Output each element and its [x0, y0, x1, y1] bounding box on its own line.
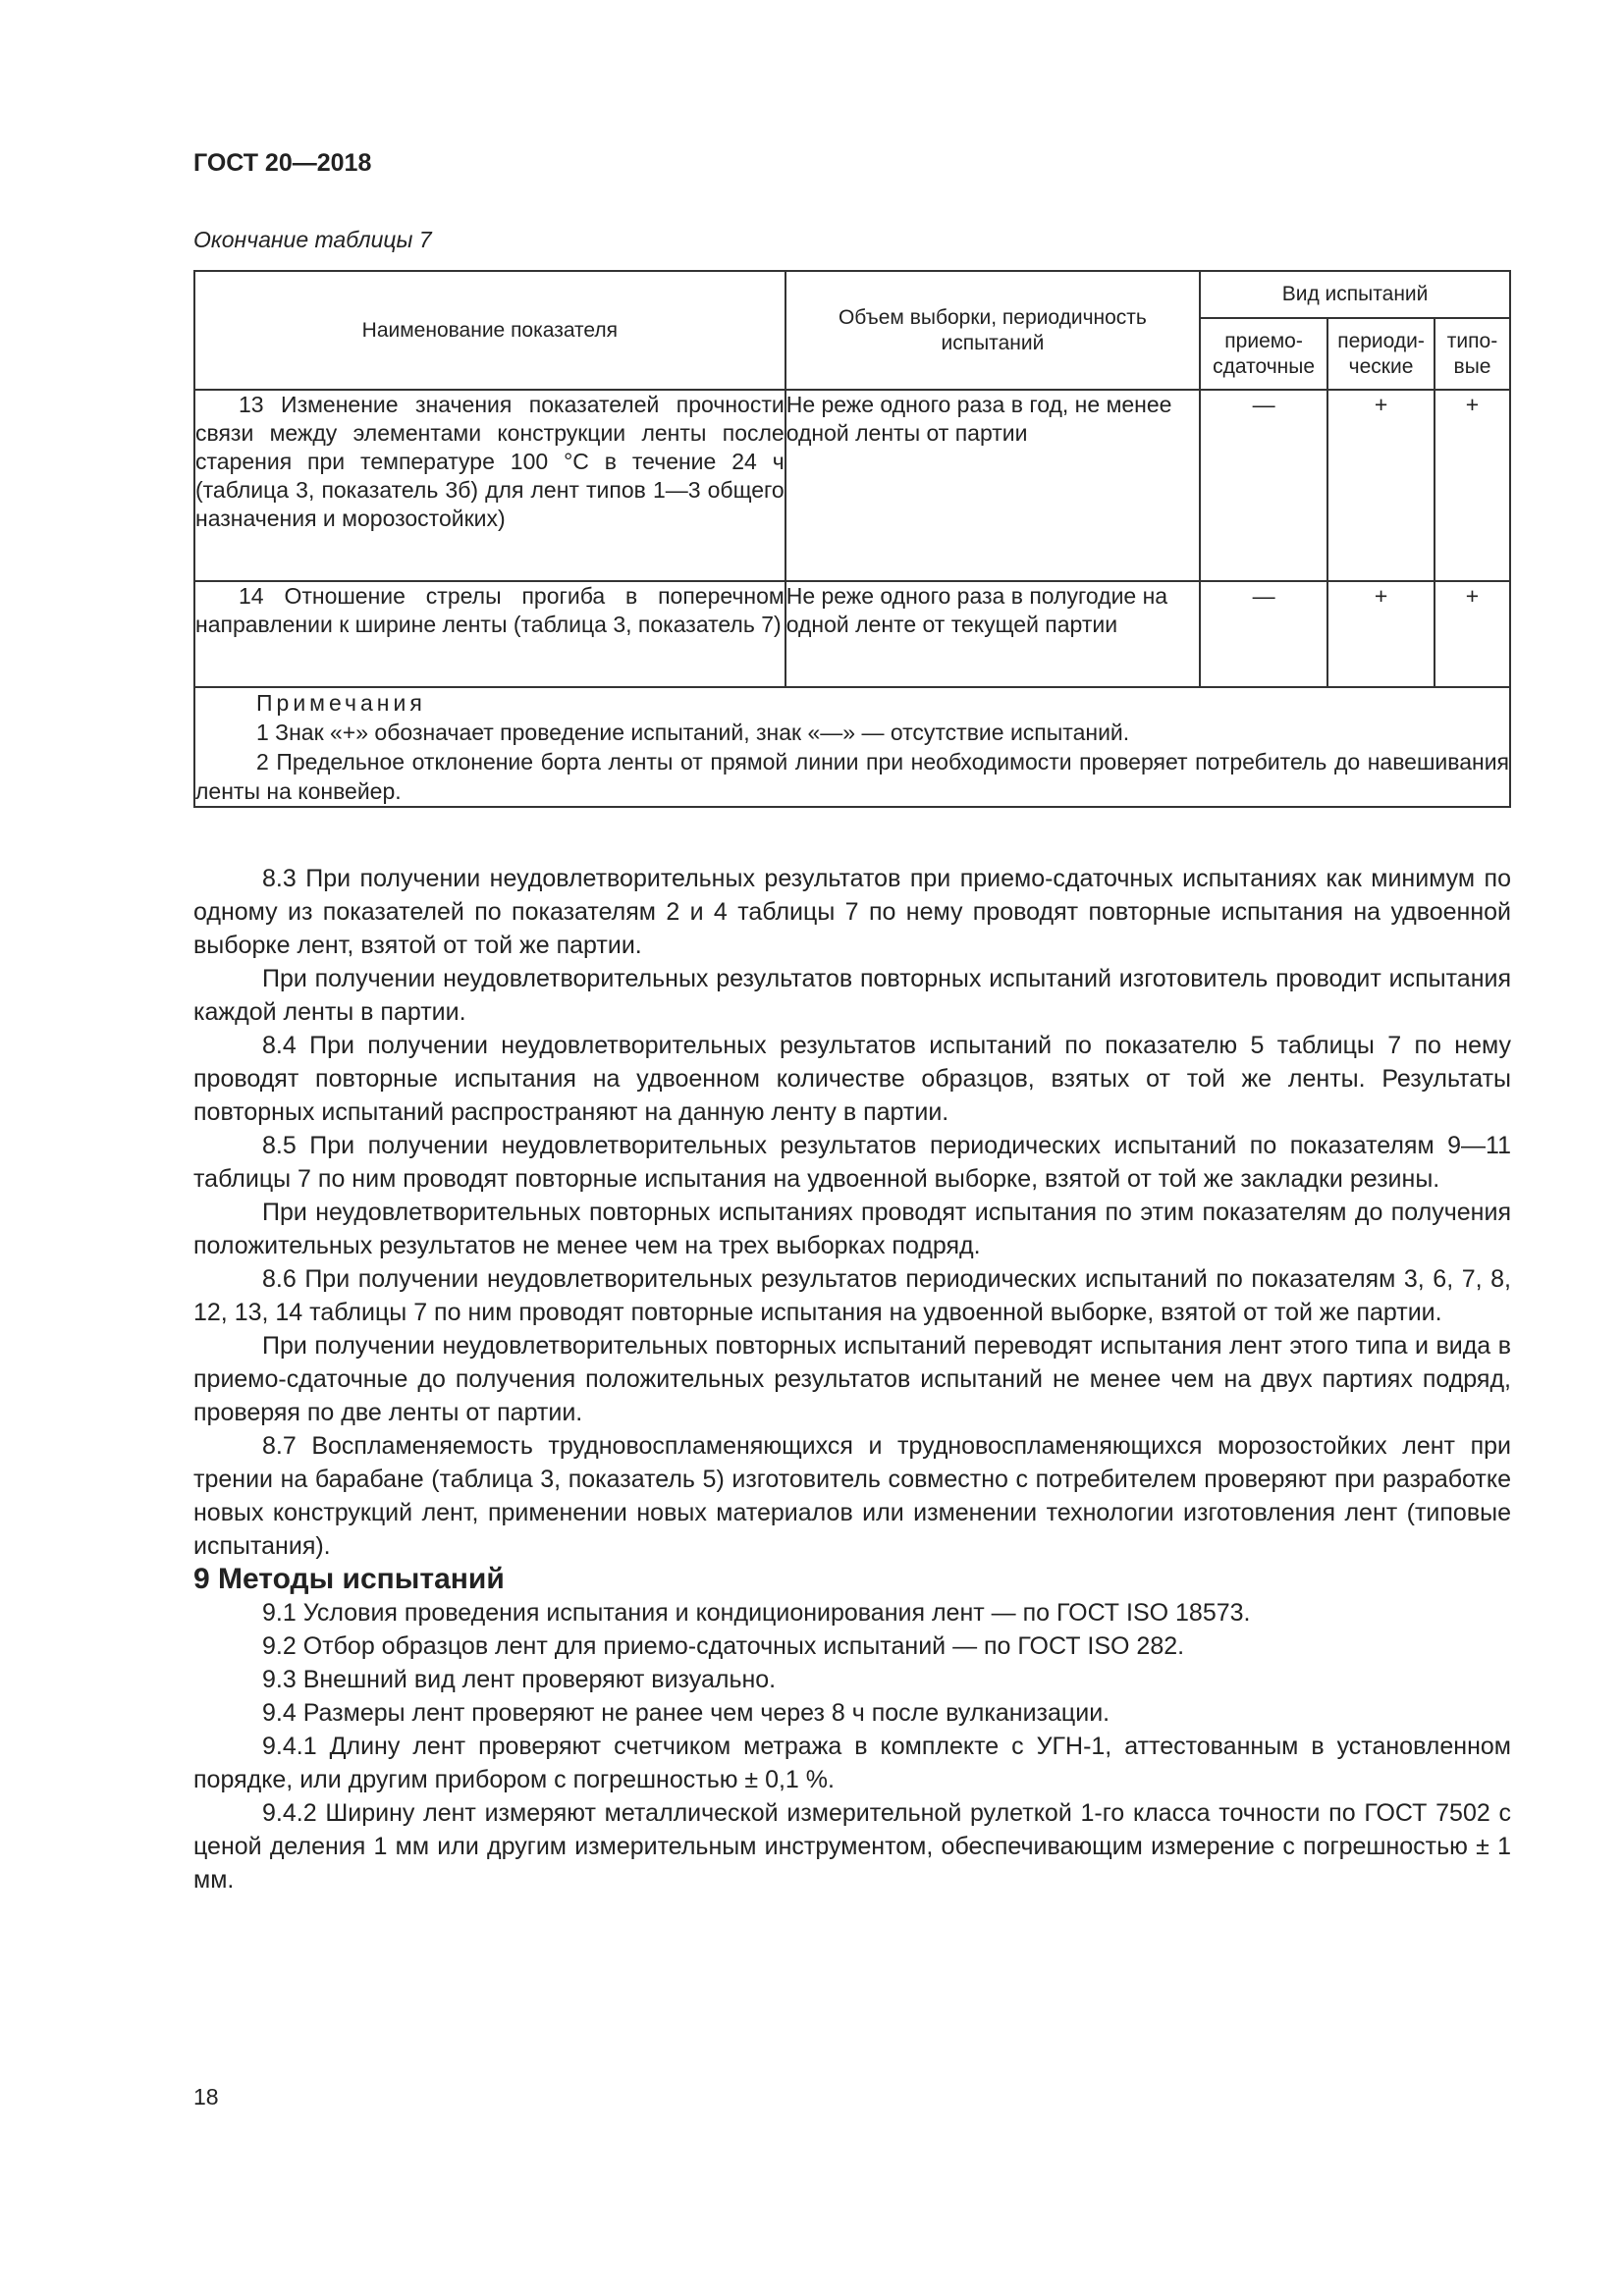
table-row	[194, 390, 1510, 581]
paragraph-9-3: 9.3 Внешний вид лент проверяют визуально.	[262, 1666, 777, 1693]
row-type: +	[1435, 390, 1510, 581]
header-name: Наименование показателя	[194, 271, 785, 390]
header-periodic: периоди-ческие	[1327, 318, 1435, 390]
header-volume: Объем выборки, периодичность испытаний	[785, 271, 1200, 390]
paragraph-9-4-1: 9.4.1 Длину лент проверяют счетчиком метража в комплекте с УГН-1, аттестованным в установленном порядке, или другим прибором с погрешностью ± 0,1 %.	[193, 1733, 1511, 1793]
row-type: +	[1435, 581, 1510, 687]
row-name: 14 Отношение стрелы прогиба в поперечном направлении к ширине ленты (таблица 3, показатель 7)	[194, 581, 785, 687]
paragraph-9-4: 9.4 Размеры лент проверяют не ранее чем через 8 ч после вулканизации.	[262, 1699, 1110, 1727]
table-caption: Окончание таблицы 7	[193, 227, 432, 252]
paragraph-8-6-cont: При получении неудовлетворительных повторных испытаний переводят испытания лент этого типа и вида в приемо-сдаточные до получения положительных результатов испытаний не менее чем на двух партиях подряд, проверяя по две ленты от партии.	[193, 1332, 1511, 1426]
table-row	[194, 581, 1510, 687]
note-1: 1 Знак «+» обозначает проведение испытаний, знак «—» — отсутствие испытаний.	[256, 720, 1130, 745]
paragraph-8-5-cont: При неудовлетворительных повторных испытаниях проводят испытания по этим показателям до получения положительных результатов не менее чем на трех выборках подряд.	[193, 1199, 1511, 1259]
paragraph-9-1: 9.1 Условия проведения испытания и кондиционирования лент — по ГОСТ ISO 18573.	[262, 1599, 1251, 1627]
paragraph-8-3-cont: При получении неудовлетворительных результатов повторных испытаний изготовитель проводит испытания каждой ленты в партии.	[193, 965, 1511, 1026]
paragraph-9-2: 9.2 Отбор образцов лент для приемо-сдаточных испытаний — по ГОСТ ISO 282.	[262, 1632, 1185, 1660]
row-volume: Не реже одного раза в год, не менее одной ленты от партии	[785, 390, 1200, 581]
row-periodic: +	[1327, 390, 1435, 581]
row-volume: Не реже одного раза в полугодие на одной ленте от текущей партии	[785, 581, 1200, 687]
note-2: 2 Предельное отклонение борта ленты от прямой линии при необходимости проверяет потребитель до навешивания ленты на конвейер.	[195, 749, 1509, 804]
paragraph-8-7: 8.7 Воспламеняемость трудновоспламеняющихся и трудновоспламеняющихся морозостойких лент при трении на барабане (таблица 3, показатель 5) изготовитель совместно с потребителем проверяют при разработке новых конструкций лент, применении новых материалов или изменении технологии изготовления лент (типовые испытания).	[193, 1432, 1511, 1560]
paragraph-8-3: 8.3 При получении неудовлетворительных результатов при приемо-сдаточных испытаниях как минимум по одному из показателей по показателям 2 и 4 таблицы 7 по нему проводят повторные испытания на удвоенной выборке лент, взятой от той же партии.	[193, 865, 1511, 959]
notes-row	[194, 687, 1510, 807]
body-text	[193, 862, 1511, 1896]
row-acceptance: —	[1200, 581, 1327, 687]
paragraph-8-5: 8.5 При получении неудовлетворительных результатов периодических испытаний по показателям 9—11 таблицы 7 по ним проводят повторные испытания на удвоенной выборке, взятой от той же закладки резины.	[193, 1132, 1511, 1193]
paragraph-8-6: 8.6 При получении неудовлетворительных результатов периодических испытаний по показателям 3, 6, 7, 8, 12, 13, 14 таблицы 7 по ним проводят повторные испытания на удвоенной выборке, взятой от той же партии.	[193, 1265, 1511, 1326]
notes-title: Примечания	[256, 690, 426, 716]
table-7	[193, 270, 1511, 808]
paragraph-9-4-2: 9.4.2 Ширину лент измеряют металлической измерительной рулеткой 1-го класса точности по ГОСТ 7502 с ценой деления 1 мм или другим измерительным инструментом, обеспечивающим измерение с погрешностью ± 1 мм.	[193, 1799, 1511, 1894]
header-kind: Вид испытаний	[1200, 271, 1510, 318]
header-acceptance: приемо-сдаточные	[1200, 318, 1327, 390]
row-periodic: +	[1327, 581, 1435, 687]
paragraph-8-4: 8.4 При получении неудовлетворительных результатов испытаний по показателю 5 таблицы 7 по нему проводят повторные испытания на удвоенном количестве образцов, взятых от той же ленты. Результаты повторных испытаний распространяют на данную ленту в партии.	[193, 1032, 1511, 1126]
page-number: 18	[193, 2084, 219, 2109]
section-title: 9 Методы испытаний	[193, 1563, 505, 1595]
row-acceptance: —	[1200, 390, 1327, 581]
document-header: ГОСТ 20—2018	[193, 149, 372, 177]
row-name: 13 Изменение значения показателей прочности связи между элементами конструкции ленты после старения при температуре 100 °С в течение 24 ч (таблица 3, показатель 3б) для лент типов 1—3 общего назначения и морозостойких)	[194, 390, 785, 581]
header-type: типо-вые	[1435, 318, 1510, 390]
